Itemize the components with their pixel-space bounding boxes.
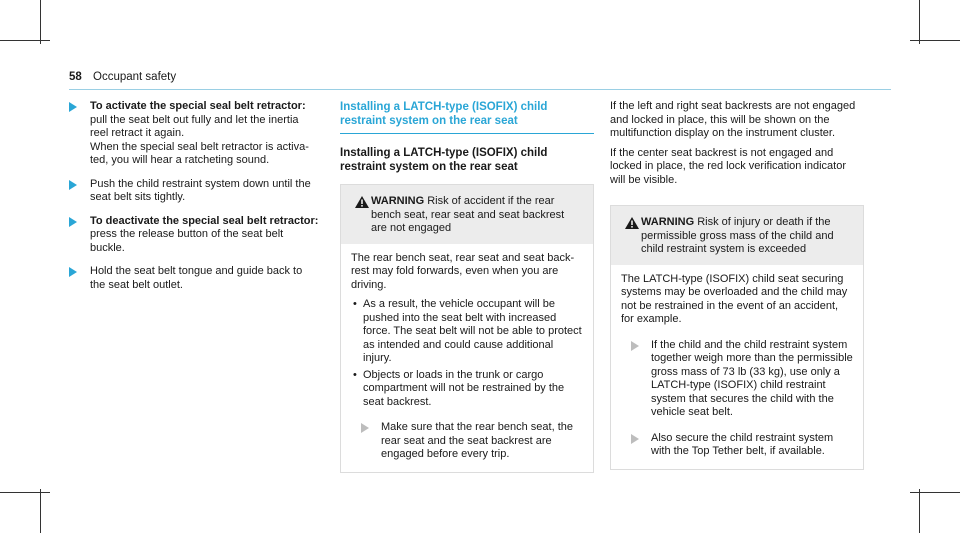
crop-mark bbox=[919, 489, 920, 533]
crop-mark bbox=[40, 0, 41, 44]
page-number: 58 bbox=[69, 71, 82, 83]
list-item: • As a result, the vehicle occupant will be pushed into the seat belt with increased force. The seat belt will not be able to protect as intended and could cause additional injury. bbox=[351, 298, 583, 366]
warning-label: WARNING bbox=[641, 216, 695, 228]
warning-header bbox=[611, 206, 863, 265]
triangle-arrow-icon bbox=[69, 180, 77, 190]
step-guide-back bbox=[69, 265, 319, 292]
step-deactivate bbox=[69, 215, 319, 256]
triangle-arrow-icon bbox=[631, 341, 639, 351]
crop-mark bbox=[40, 489, 41, 533]
page-header bbox=[69, 71, 176, 83]
warning-box bbox=[610, 205, 864, 470]
triangle-arrow-icon bbox=[361, 423, 369, 433]
sub-title: Installing a LATCH-type (ISOFIX) child restraint system on the rear seat bbox=[340, 147, 548, 173]
list-item: • Objects or loads in the trunk or cargo compartment will not be restrained by the seat backrest. bbox=[351, 369, 583, 410]
warning-body bbox=[611, 265, 863, 469]
section-name: Occupant safety bbox=[93, 71, 177, 83]
triangle-arrow-icon bbox=[69, 102, 77, 112]
crop-mark bbox=[919, 0, 920, 44]
step-activate bbox=[69, 100, 319, 168]
warning-body bbox=[341, 244, 593, 472]
step-text: When the special seal belt retractor is activated, you will hear a ratcheting sound. bbox=[90, 140, 309, 166]
step-text: Make sure that the rear bench seat, the rear seat and the seat backrest are engaged before every trip. bbox=[381, 421, 574, 460]
step-push-down bbox=[69, 178, 319, 205]
warning-text: The LATCH-type (ISOFIX) child seat securing systems may be overloaded and the child may not be restrained in the event of an accident, for example. bbox=[621, 272, 848, 325]
step-text: If the child and the child restraint system together weigh more than the permissible gross mass of 73 lb (33 kg), use only a LATCH-type (ISOFIX) child restraint system that secures the child with the vehicle seat belt. bbox=[651, 338, 853, 418]
column-right bbox=[610, 100, 864, 470]
crop-mark bbox=[910, 492, 960, 493]
warning-text: The rear bench seat, rear seat and seat backrest may fold forwards, even when you are driving. bbox=[351, 251, 575, 291]
step-text: press the release button of the seat belt buckle. bbox=[90, 228, 284, 254]
warning-heading: Risk of injury or death if the permissible gross mass of the child and child restraint system is exceeded bbox=[641, 216, 834, 255]
header-divider bbox=[69, 89, 891, 90]
step-text: Also secure the child restraint system with the Top Tether belt, if available. bbox=[651, 431, 834, 457]
warning-header bbox=[341, 185, 593, 244]
step-bold-label: To deactivate the special seal belt retractor: bbox=[90, 214, 319, 227]
warning-step bbox=[621, 432, 853, 459]
column-middle bbox=[340, 100, 594, 473]
paragraph: If the center seat backrest is not engaged and locked in place, the red lock verification indicator will be visible. bbox=[610, 146, 847, 186]
step-text: Hold the seat belt tongue and guide back to the seat belt outlet. bbox=[90, 265, 303, 291]
warning-step bbox=[621, 339, 853, 420]
section-title: Installing a LATCH-type (ISOFIX) child restraint system on the rear seat bbox=[340, 100, 594, 134]
warning-triangle-icon bbox=[625, 217, 639, 229]
warning-heading: Risk of accident if the rear bench seat, rear seat and seat backrest are not engaged bbox=[371, 195, 565, 234]
step-text: pull the seat belt out fully and let the inertia reel retract it again. bbox=[90, 113, 299, 139]
triangle-arrow-icon bbox=[631, 434, 639, 444]
triangle-arrow-icon bbox=[69, 267, 77, 277]
crop-mark bbox=[910, 40, 960, 41]
step-bold-label: To activate the special seal belt retractor: bbox=[90, 100, 306, 112]
column-left bbox=[69, 100, 319, 302]
warning-box bbox=[340, 184, 594, 473]
warning-triangle-icon bbox=[355, 196, 369, 208]
warning-step bbox=[351, 421, 583, 462]
step-text: Push the child restraint system down until the seat belt sits tightly. bbox=[90, 177, 311, 203]
paragraph: If the left and right seat backrests are not engaged and locked in place, this will be shown on the multifunction display on the instrument cluster. bbox=[610, 100, 856, 139]
crop-mark bbox=[0, 492, 50, 493]
crop-mark bbox=[0, 40, 50, 41]
warning-label: WARNING bbox=[371, 195, 425, 207]
triangle-arrow-icon bbox=[69, 217, 77, 227]
